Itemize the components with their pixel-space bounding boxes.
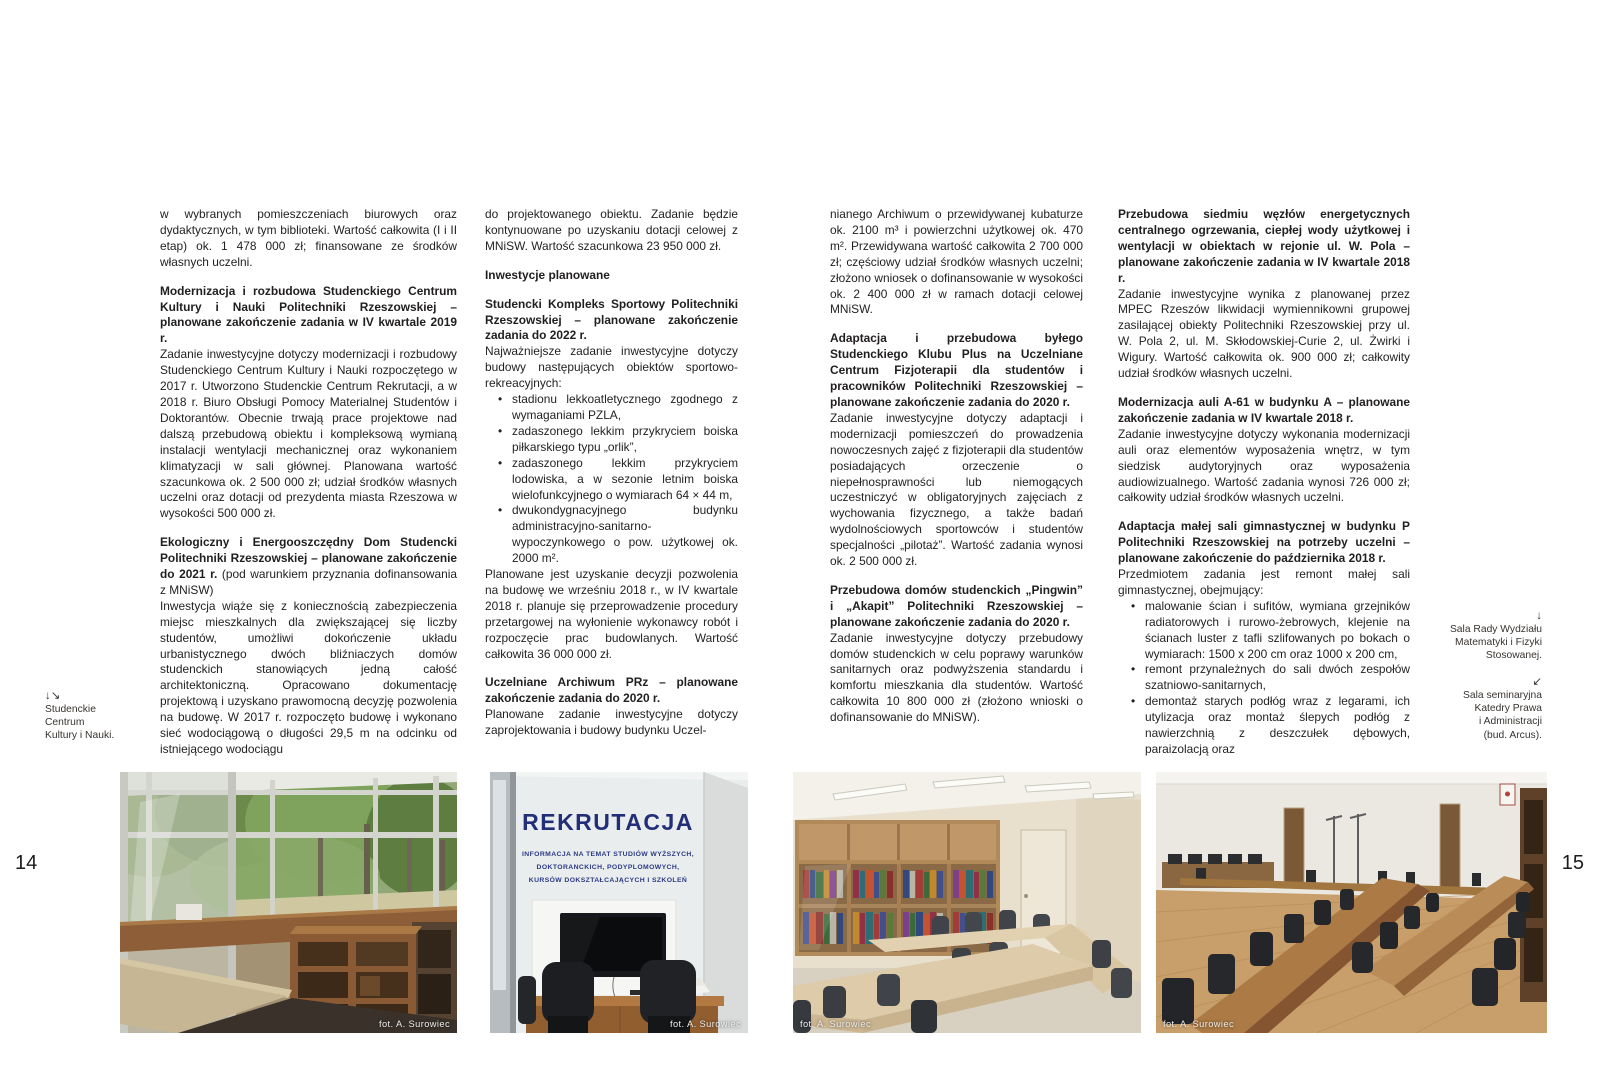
margin-note-right-bottom xyxy=(1392,676,1542,742)
rekrutacja-sign-title: REKRUTACJA xyxy=(522,809,694,835)
downleft-arrow-icon: ↙ xyxy=(1532,676,1542,688)
rekrutacja-sign-line: KURSÓW DOKSZTAŁCAJĄCYCH I SZKOLEŃ xyxy=(528,877,688,884)
list-item xyxy=(485,424,738,456)
section-heading xyxy=(160,535,457,599)
margin-note-line: Katedry Prawa xyxy=(1474,703,1542,715)
photo-credit: fot. A. Surowiec xyxy=(1163,1019,1234,1029)
section-heading: Adaptacja i przebudowa byłego Studenckiego Klubu Plus na Uczelniane Centrum Fizjoterapii dla studentów i pracowników Politechniki Rzeszowskiej – planowane zakończenie zadania do 2020 r. xyxy=(830,331,1083,409)
text-column-3 xyxy=(830,207,1083,726)
list-item xyxy=(485,392,738,424)
photo-council-room xyxy=(793,772,1141,1033)
photo-4-image xyxy=(1156,772,1547,1033)
bullet-icon: • xyxy=(1131,598,1136,613)
paragraph: Planowane jest uzyskanie decyzji pozwolenia na budowę we wrześniu 2018 r., w IV kwartale 2018 r. planuje się przeprowadzenie procedury przetargowej na wyłonienie wykonawcy robót i rozpoczęcie prac budowlanych. Wartość całkowita 36 000 000 zł. xyxy=(485,567,738,661)
margin-note-line: i Administracji xyxy=(1479,716,1542,728)
down-arrow-icon: ↓ xyxy=(1536,610,1542,622)
paragraph: Zadanie inwestycyjne dotyczy adaptacji i modernizacji pomieszczeń do prowadzenia nowoczesnych zajęć z fizjoterapii dla studentów posiadających orzeczenie o niepełnosprawności lub niemogących uczestniczyć w obligatoryjnych zajęciach z wychowania fizycznego, a także badań wydolnościowych sportowców i studentów specjalności „pilotaż”. Wartość zadania wynosi ok. 2 500 000 zł. xyxy=(830,410,1083,569)
bullet-icon: • xyxy=(1131,694,1136,709)
photo-student-centre xyxy=(120,772,457,1033)
paragraph: nianego Archiwum o przewidywanej kubaturze ok. 2100 m³ i powierzchni użytkowej ok. 470 m². Przewidywana wartość całkowita 2 700 000 zł; częściowy udział środków własnych uczelni; złożono wniosek o dofinansowanie w wysokości ok. 2 400 000 zł w ramach dotacji celowej MNiSW. xyxy=(830,207,1083,317)
photo-credit: fot. A. Surowiec xyxy=(379,1019,450,1029)
list-item-text: malowanie ścian i sufitów, wymiana grzejników radiatorowych i rurowo-żebrowych, klejenie na ścianach luster z tafli szlifowanych po bokach o wymiarach: 1500 x 200 cm oraz 1000 x 200 cm, xyxy=(1145,598,1410,661)
photo-recruitment-office xyxy=(490,772,748,1033)
margin-note-line: Stosowanej. xyxy=(1485,650,1542,662)
photo-2-image xyxy=(490,772,748,1033)
bullet-icon: • xyxy=(498,392,503,407)
section-heading: Modernizacja i rozbudowa Studenckiego Centrum Kultury i Nauki Politechniki Rzeszowskiej – planowane zakończenie zadania w IV kwartale 2019 r. xyxy=(160,283,457,346)
paragraph: Najważniejsze zadanie inwestycyjne dotyczy budowy następujących obiektów sportowo-rekreacyjnych: xyxy=(485,344,738,391)
bullet-icon: • xyxy=(498,455,503,470)
list-item-text: demontaż starych podłóg wraz z legarami, ich utylizacja oraz montaż ślepych podłóg z nawierzchnią z deszczułek dębowych, paraizolacją oraz xyxy=(1145,694,1410,756)
margin-note-line: Kultury i Nauki. xyxy=(45,730,115,742)
paragraph: Inwestycja wiąże się z koniecznością zabezpieczenia miejsc mieszkalnych dla zwiększającej się liczby studentów, umożliwi dokończenie układu urbanistycznego dwóch bliźniaczych domów studenckich stanowiących jedną całość architektoniczną. Opracowano dokumentację projektową i uzyskano prawomocną decyzję pozwolenia na budowę. W 2017 r. rozpoczęto budowę i wykonano sieć wodociągową o długości 29,5 m na odcinku od istniejącego wodociągu xyxy=(160,598,457,756)
section-heading: Inwestycje planowane xyxy=(485,267,610,282)
section-heading: Modernizacja auli A-61 w budynku A – planowane zakończenie zadania w IV kwartale 2018 r. xyxy=(1118,394,1410,425)
margin-note-line: Studenckie xyxy=(45,704,96,715)
bullet-icon: • xyxy=(1131,662,1136,677)
list-item xyxy=(485,503,738,567)
section-heading: Studencki Kompleks Sportowy Politechniki Rzeszowskiej – planowane zakończenie zadania do 2022 r. xyxy=(485,296,738,343)
photo-3-image xyxy=(793,772,1141,1033)
margin-note-line: (bud. Arcus). xyxy=(1483,729,1542,741)
down-downright-arrows-icon: ↓↘ xyxy=(45,690,61,702)
list-item xyxy=(1118,694,1410,758)
list-item-text: remont przynależnych do sali dwóch zespołów szatniowo-sanitarnych, xyxy=(1145,662,1410,693)
margin-note-line: Sala seminaryjna xyxy=(1463,690,1542,701)
margin-note-line: Centrum xyxy=(45,717,85,729)
text-column-1 xyxy=(160,207,457,758)
paragraph: Zadanie inwestycyjne dotyczy wykonania modernizacji auli oraz elementów wyposażenia wnętrz, w tym siedzisk audytoryjnych oraz wyposażenia audiowizualnego. Wartość zadania wynosi 726 000 zł; całkowity udział środków własnych uczelni. xyxy=(1118,426,1410,505)
list-item xyxy=(1118,662,1410,694)
list-item xyxy=(485,456,738,504)
rekrutacja-sign-line: DOKTORANCKICH, PODYPLOMOWYCH, xyxy=(536,864,680,871)
bullet-icon: • xyxy=(498,503,503,518)
section-heading: Przebudowa domów studenckich „Pingwin” i „Akapit” Politechniki Rzeszowskiej – planowane zakończenie zadania do 2020 r. xyxy=(830,582,1083,629)
margin-note-line: Matematyki i Fizyki xyxy=(1455,637,1542,649)
paragraph: do projektowanego obiektu. Zadanie będzie kontynuowane po uzyskaniu dotacji celowej z MNiSW. Wartość szacunkowa 23 950 000 zł. xyxy=(485,207,738,253)
list-item-text: dwukondygnacyjnego budynku administracyjno-sanitarno-wypoczynkowego o pow. użytkowej ok. 2000 m². xyxy=(512,503,738,566)
list-item xyxy=(1118,599,1410,663)
paragraph: Zadanie inwestycyjne wynika z planowanej przez MPEC Rzeszów likwidacji wymiennikowni grupowej zasilającej obiekty Politechniki Rzeszowskiej przy ul. W. Pola 2, ul. M. Skłodowskiej-Curie 2, ul. Żwirki i Wigury. Wartość całkowita ok. 900 000 zł; całkowity udział środków własnych uczelni. xyxy=(1118,286,1410,381)
text-column-2 xyxy=(485,207,738,739)
margin-note-left xyxy=(45,690,114,743)
margin-note-line: Sala Rady Wydziału xyxy=(1449,624,1542,635)
photo-1-image xyxy=(120,772,457,1033)
list-item-text: zadaszonego lekkim przykryciem lodowiska, a w sezonie letnim boiska wielofunkcyjnego o wymiarach 64 × 44 m, xyxy=(512,455,738,502)
paragraph: w wybranych pomieszczeniach biurowych oraz dydaktycznych, w tym biblioteki. Wartość całkowita (I i II etap) ok. 1 478 000 zł; finansowane ze środków własnych uczelni. xyxy=(160,207,457,269)
photo-credit: fot. A. Surowiec xyxy=(800,1019,871,1029)
page-number-left: 14 xyxy=(15,852,38,874)
paragraph: Planowane zadanie inwestycyjne dotyczy zaprojektowania i budowy budynku Uczel- xyxy=(485,707,738,738)
heading-bold: Ekologiczny i Energooszczędny Dom Studencki Politechniki Rzeszowskiej – planowane zakończenie do 2021 r. xyxy=(160,535,457,582)
section-heading: Adaptacja małej sali gimnastycznej w budynku P Politechniki Rzeszowskiej na potrzeby uczelni – planowane zakończenie do października 2018 r. xyxy=(1118,519,1410,566)
page-number-right: 15 xyxy=(1561,852,1584,874)
rekrutacja-sign-line: INFORMACJA NA TEMAT STUDIÓW WYŻSZYCH, xyxy=(522,851,694,858)
paragraph: Zadanie inwestycyjne dotyczy przebudowy domów studenckich w celu poprawy warunków sanitarnych oraz podwyższenia standardu i komfortu mieszkania dla studentów. Wartość całkowita 10 800 000 zł (złożono wnioski o dofinansowanie do MNiSW). xyxy=(830,630,1083,725)
section-heading: Uczelniane Archiwum PRz – planowane zakończenie zadania do 2020 r. xyxy=(485,675,738,706)
photo-credit: fot. A. Surowiec xyxy=(670,1019,741,1029)
margin-note-right-top xyxy=(1392,610,1542,663)
list-item-text: zadaszonego lekkim przykryciem boiska piłkarskiego typu „orlik”, xyxy=(512,423,738,454)
text-column-4 xyxy=(1118,207,1410,758)
list-item-text: stadionu lekkoatletycznego zgodnego z wymaganiami PZLA, xyxy=(512,392,738,422)
section-heading: Przebudowa siedmiu węzłów energetycznych centralnego ogrzewania, ciepłej wody użytkowej i wentylacji w obiektach w rejonie ul. W. Pola – planowane zakończenie zadania w IV kwartale 2018 r. xyxy=(1118,207,1410,285)
photo-seminar-room xyxy=(1156,772,1547,1033)
paragraph: Przedmiotem zadania jest remont małej sali gimnastycznej, obejmujący: xyxy=(1118,567,1410,597)
bullet-icon: • xyxy=(498,423,503,438)
heading-note: (pod warunkiem przyznania dofinansowania z MNiSW) xyxy=(160,567,457,597)
paragraph: Zadanie inwestycyjne dotyczy modernizacji i rozbudowy Studenckiego Centrum Kultury i Nauki rozpoczętego w 2017 r. Utworzono Studenckie Centrum Rekrutacji, a w 2018 r. Biuro Obsługi Pomocy Materialnej Studentów i Doktorantów. Obecnie trwają prace projektowe nad dalszą przebudową obiektu i kompleksową wymianą instalacji wentylacji mechanicznej oraz wykonaniem klimatyzacji w sali głównej. Planowana wartość szacunkowa ok. 2 500 000 zł; udział środków własnych uczelni oraz dotacji od prezydenta miasta Rzeszowa w wysokości 500 000 zł. xyxy=(160,347,457,521)
